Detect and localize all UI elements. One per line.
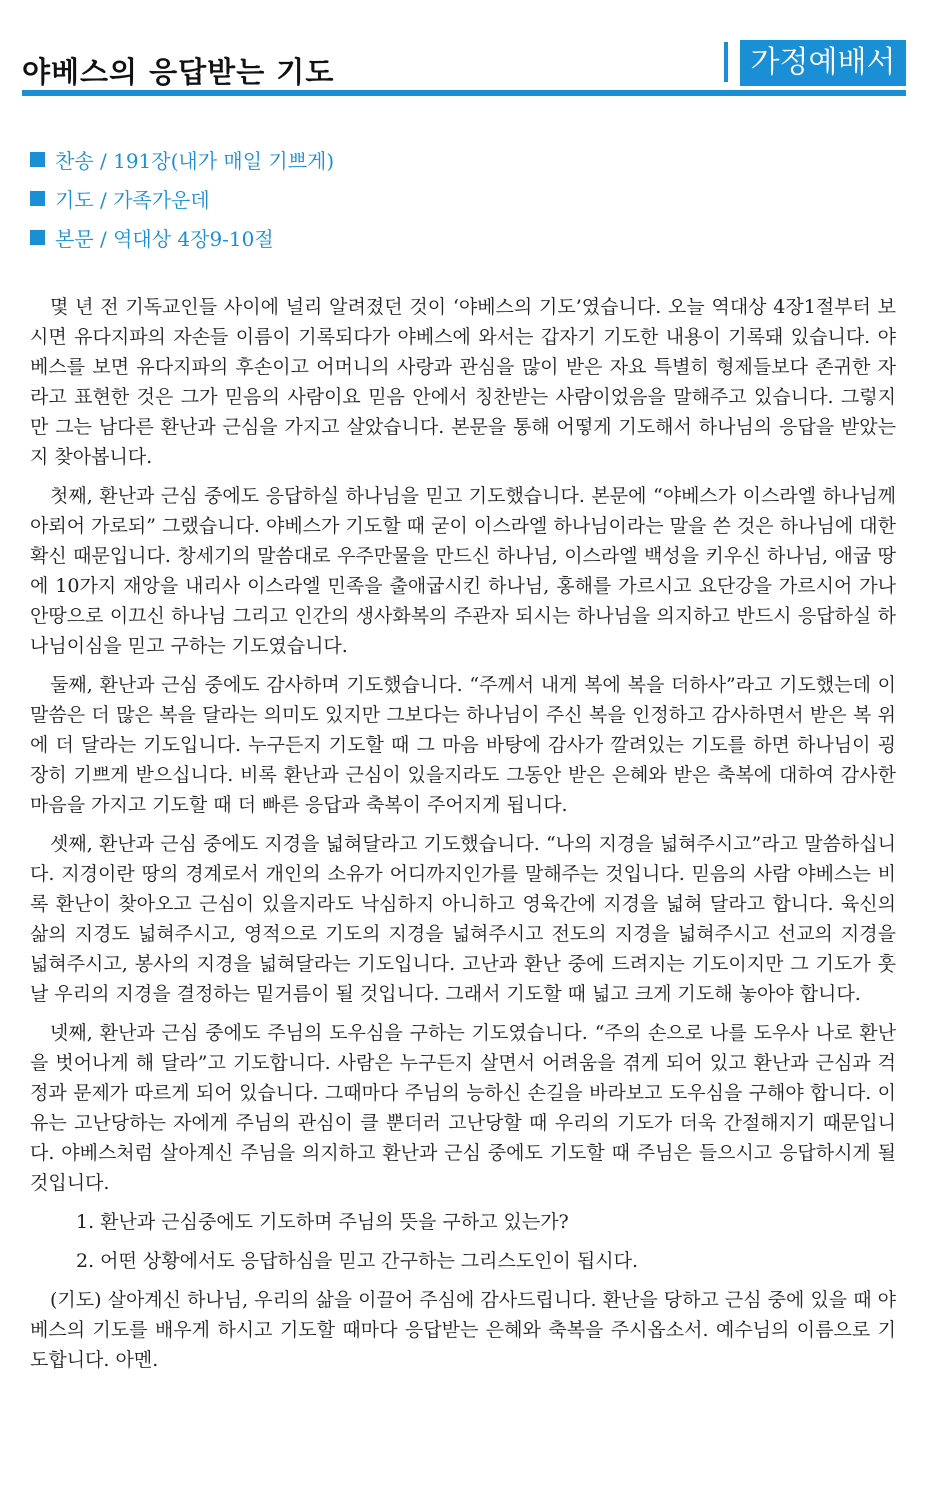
point-three-paragraph: 셋째, 환난과 근심 중에도 지경을 넓혀달라고 기도했습니다. “나의 지경을 넓혀주시고”라고 말씀하십니다. 지경이란 땅의 경계로서 개인의 소유가 어디까지인가를 말해주는 것입니다. 믿음의 사람 야베스는 비록 환난이 찾아오고 근심이 있을지라도 낙심하지 아니하고 영육간에 지경을 넓혀 달라고 합니다. 육신의 삶의 지경도 넓혀주시고, 영적으로 기도의 지경을 넓혀주시고 전도의 지경을 넓혀주시고 선교의 지경을 넓혀주시고, 봉사의 지경을 넓혀달라는 기도입니다. 고난과 환난 중에 드려지는 기도이지만 그 기도가 훗날 우리의 지경을 결정하는 밑거름이 될 것입니다. 그래서 기도할 때 넓고 크게 기도해 놓아야 합니다. (30, 833, 896, 1005)
point-two-paragraph: 둘째, 환난과 근심 중에도 감사하며 기도했습니다. “주께서 내게 복에 복을 더하사”라고 기도했는데 이 말씀은 더 많은 복을 달라는 의미도 있지만 그보다는 하나님이 주신 복을 인정하고 감사하면서 받은 복 위에 더 달라는 기도입니다. 누구든지 기도할 때 그 마음 바탕에 감사가 깔려있는 기도를 하면 하나님이 굉장히 기쁘게 받으십니다. 비록 환난과 근심이 있을지라도 그동안 받은 은혜와 받은 축복에 대하여 감사한 마음을 가지고 기도할 때 더 빠른 응답과 축복이 주어지게 됩니다. (30, 674, 896, 816)
scripture-info (30, 218, 890, 257)
question-item: 1. 환난과 근심중에도 기도하며 주님의 뜻을 구하고 있는가? (76, 1211, 569, 1233)
intro-paragraph: 몇 년 전 기독교인들 사이에 널리 알려졌던 것이 ‘야베스의 기도’였습니다. 오늘 역대상 4장1절부터 보시면 유다지파의 자손들 이름이 기록되다가 야베스에 와서는 갑자기 기도한 내용이 기록돼 있습니다. 야베스를 보면 유다지파의 후손이고 어머니의 사랑과 관심을 많이 받은 자요 특별히 형제들보다 존귀한 자라고 표현한 것은 그가 믿음의 사람이요 믿음 안에서 칭찬받는 사람이었음을 말해주고 있습니다. 그렇지만 그는 남다른 환난과 근심을 가지고 살았습니다. 본문을 통해 어떻게 기도해서 하나님의 응답을 받았는지 찾아봅니다. (30, 296, 896, 468)
square-bullet-icon (30, 191, 45, 206)
sermon-body (30, 292, 896, 1375)
prayer-info-text: 기도 / 가족가운데 (55, 188, 210, 212)
header-divider (724, 42, 728, 82)
header-rule (22, 90, 906, 96)
question-item: 2. 어떤 상황에서도 응답하심을 믿고 간구하는 그리스도인이 됩시다. (76, 1250, 639, 1272)
prayer-info (30, 179, 890, 218)
square-bullet-icon (30, 152, 45, 167)
closing-prayer: (기도) 살아계신 하나님, 우리의 삶을 이끌어 주심에 감사드립니다. 환난을 당하고 근심 중에 있을 때 야베스의 기도를 배우게 하시고 기도할 때마다 응답받는 은혜와 축복을 주시옵소서. 예수님의 이름으로 기도합니다. 아멘. (30, 1289, 896, 1371)
hymn-text: 찬송 / 191장(내가 매일 기쁘게) (55, 149, 335, 173)
point-four-paragraph: 넷째, 환난과 근심 중에도 주님의 도우심을 구하는 기도였습니다. “주의 손으로 나를 도우사 나로 환난을 벗어나게 해 달라”고 기도합니다. 사람은 누구든지 살면서 어려움을 겪게 되어 있고 환난과 근심과 걱정과 문제가 따르게 되어 있습니다. 그때마다 주님의 능하신 손길을 바라보고 도우심을 구해야 합니다. 이유는 고난당하는 자에게 주님의 관심이 클 뿐더러 고난당할 때 우리의 기도가 더욱 간절해지기 때문입니다. 야베스처럼 살아계신 주님을 의지하고 환난과 근심 중에도 기도할 때 주님은 들으시고 응답하시게 될 것입니다. (30, 1022, 896, 1194)
hymn-info (30, 140, 890, 179)
page-header (22, 40, 906, 92)
square-bullet-icon (30, 230, 45, 245)
section-badge: 가정예배서 (740, 40, 906, 86)
service-info (30, 140, 890, 257)
page-title: 야베스의 응답받는 기도 (22, 55, 335, 89)
scripture-text: 본문 / 역대상 4장9-10절 (55, 227, 274, 251)
point-one-paragraph: 첫째, 환난과 근심 중에도 응답하실 하나님을 믿고 기도했습니다. 본문에 “야베스가 이스라엘 하나님께 아뢰어 가로되” 그랬습니다. 야베스가 기도할 때 굳이 이스라엘 하나님이라는 말을 쓴 것은 하나님에 대한 확신 때문입니다. 창세기의 말씀대로 우주만물을 만드신 하나님, 이스라엘 백성을 키우신 하나님, 애굽 땅에 10가지 재앙을 내리사 이스라엘 민족을 출애굽시킨 하나님, 홍해를 가르시고 요단강을 가르시어 가나안땅으로 이끄신 하나님 그리고 인간의 생사화복의 주관자 되시는 하나님을 의지하고 반드시 응답하실 하나님이심을 믿고 구하는 기도였습니다. (30, 485, 896, 657)
